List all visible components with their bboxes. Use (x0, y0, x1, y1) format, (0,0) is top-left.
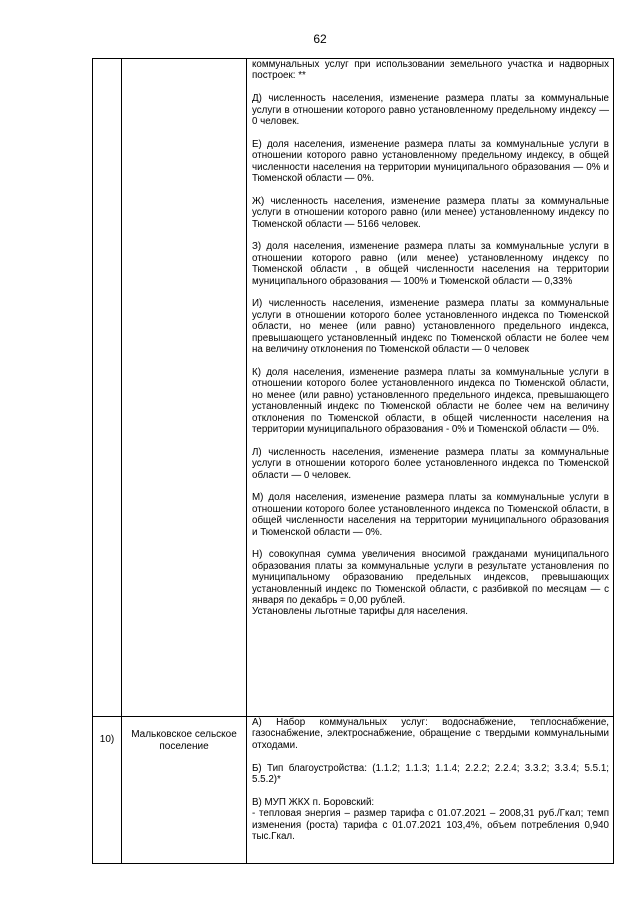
row-number: 10) (99, 734, 115, 745)
row-number-cell (93, 717, 122, 864)
paragraph-intro: коммунальных услуг при использовании земельного участка и надворных построек: ** (252, 59, 609, 82)
table-row (93, 717, 614, 864)
paragraph-v-title: В) МУП ЖКХ п. Боровский: (252, 796, 375, 808)
document-table (92, 58, 614, 864)
row-name-cell (122, 717, 247, 864)
paragraph-b: Б) Тип благоустройства: (1.1.2; 1.1.3; 1.1.4; 2.2.2; 2.2.4; 3.3.2; 3.3.4; 5.5.1; 5.5.2)* (252, 762, 609, 786)
paragraph-e: Е) доля населения, изменение размера платы за коммунальные услуги в отношении которого равно установленному предельному индексу, в общей численности населения на территории муниципального образования — 0% и Тюменской области — 0%. (252, 138, 609, 185)
row-number-cell (93, 59, 122, 717)
row-content-cell (247, 59, 614, 717)
paragraph-i: И) численность населения, изменение размера платы за коммунальные услуги в отношении которого более установленного индекса по Тюменской области, но менее (или равно) установленного предельного индекса, превышающего установленный индекс по Тюменской области не более чем на величину отклонения по Тюменской области — 0 человек (252, 298, 609, 356)
settlement-name: Мальковское сельское поселение (131, 729, 237, 752)
paragraph-d: Д) численность населения, изменение размера платы за коммунальные услуги в отношении которого равно установленному предельному индексу — 0 человек. (252, 93, 609, 128)
paragraph-last-line: Установлены льготные тарифы для населения. (252, 606, 468, 618)
paragraph-l: Л) численность населения, изменение размера платы за коммунальные услуги в отношении которого более установленного индекса по Тюменской области — 0 человек. (252, 446, 609, 481)
paragraph-zh: Ж) численность населения, изменение размера платы за коммунальные услуги в отношении которого равно (или менее) установленному индексу по Тюменской области — 5166 человек. (252, 195, 609, 230)
paragraph-m: М) доля населения, изменение размера платы за коммунальные услуги в отношении которого более установленного индекса по Тюменской области, в общей численности населения на территории муниципального образования и Тюменской области — 0%. (252, 492, 609, 538)
table-row (93, 59, 614, 717)
paragraph-v-body: - тепловая энергия – размер тарифа с 01.07.2021 – 2008,31 руб./Гкал; темп изменения (роста) тарифа с 01.07.2021 103,4%, объем потребления 0,940 тыс.Гкал. (252, 808, 609, 843)
paragraph-n: Н) совокупная сумма увеличения вносимой гражданами муниципального образования платы за коммунальные услуги в результате установления по муниципальному образованию предельных индексов, превышающих установленный индекс по Тюменской области, с разбивкой по месяцам — с января по декабрь = 0,00 рублей. (252, 549, 609, 606)
paragraph-k: К) доля населения, изменение размера платы за коммунальные услуги в отношении которого более установленного индекса по Тюменской области, но менее (или равно) установленного предельного индекса, превышающего установленный индекс по Тюменской области не более чем на величину отклонения по Тюменской области, в общей численности населения на территории муниципального образования - 0% и Тюменской области — 0%. (252, 366, 609, 435)
paragraph-a: А) Набор коммунальных услуг: водоснабжение, теплоснабжение, газоснабжение, электроснабжение, обращение с твердыми коммунальными отходами. (252, 717, 609, 751)
paragraph-z: З) доля населения, изменение размера платы за коммунальные услуги в отношении которого равно (или менее) установленному индексу по Тюменской области , в общей численности населения на территории муниципального образования — 100% и Тюменской области — 0,33% (252, 241, 609, 287)
row-content-cell (247, 717, 614, 864)
row-name-cell (122, 59, 247, 717)
page-number: 62 (313, 32, 327, 46)
